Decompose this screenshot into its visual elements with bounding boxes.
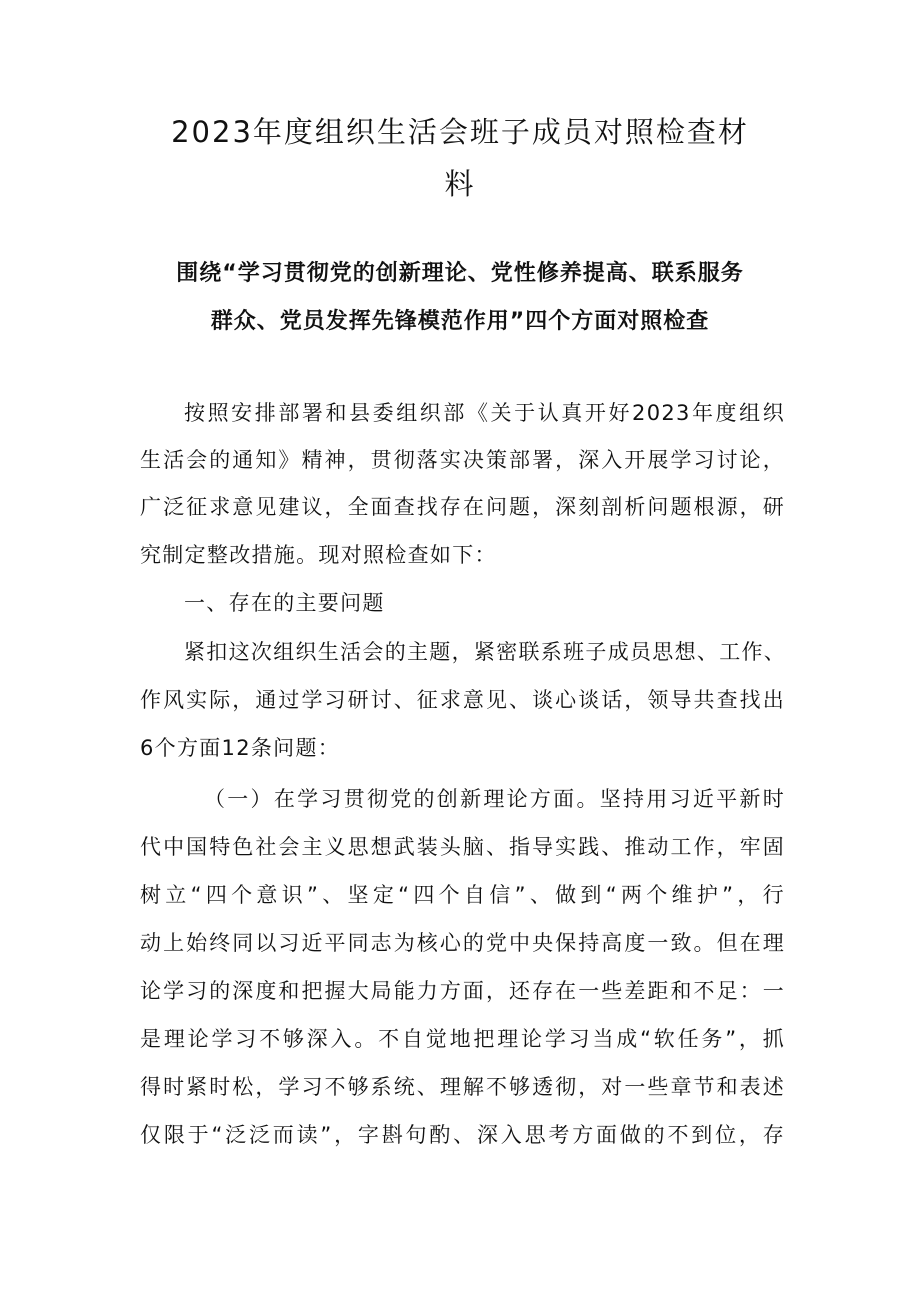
paragraph-line: 究制定整改措施。现对照检查如下： [140, 543, 497, 567]
paragraph-line: 仅限于“泛泛而读”，字斟句酌、深入思考方面做的不到位，存 [140, 1123, 785, 1147]
paragraph-line: 6个方面12条问题： [140, 736, 341, 760]
document-subtitle-line-1: 围绕“学习贯彻党的创新理论、党性修养提高、联系服务 [176, 261, 744, 286]
paragraph-line: 按照安排部署和县委组织部《关于认真开好2023年度组织 [184, 401, 785, 425]
document-title-line-1: 2023年度组织生活会班子成员对照检查材 [171, 115, 749, 149]
paragraph-line: 广泛征求意见建议，全面查找存在问题，深刻剖析问题根源，研 [140, 495, 785, 519]
paragraph-line: 得时紧时松，学习不够系统、理解不够透彻，对一些章节和表述 [140, 1075, 785, 1099]
paragraph-line: 生活会的通知》精神，贯彻落实决策部署，深入开展学习讨论， [140, 448, 785, 472]
paragraph-line: 论学习的深度和把握大局能力方面，还存在一些差距和不足：一 [140, 979, 785, 1003]
paragraph-line: 紧扣这次组织生活会的主题，紧密联系班子成员思想、工作、 [184, 640, 787, 664]
document-title-line-2: 料 [444, 167, 476, 201]
paragraph-line: 是理论学习不够深入。不自觉地把理论学习当成“软任务”，抓 [140, 1027, 785, 1051]
document-subtitle-line-2: 群众、党员发挥先锋模范作用”四个方面对照检查 [210, 309, 710, 334]
paragraph-line: 树立“四个意识”、坚定“四个自信”、做到“两个维护”，行 [140, 883, 785, 907]
paragraph-line: （一）在学习贯彻党的创新理论方面。坚持用习近平新时 [204, 787, 785, 811]
section-heading: 一、存在的主要问题 [184, 591, 385, 615]
paragraph-line: 作风实际，通过学习研讨、征求意见、谈心谈话，领导共查找出 [140, 688, 785, 712]
paragraph-line: 动上始终同以习近平同志为核心的党中央保持高度一致。但在理 [140, 931, 785, 955]
paragraph-line: 代中国特色社会主义思想武装头脑、指导实践、推动工作，牢固 [140, 835, 785, 859]
